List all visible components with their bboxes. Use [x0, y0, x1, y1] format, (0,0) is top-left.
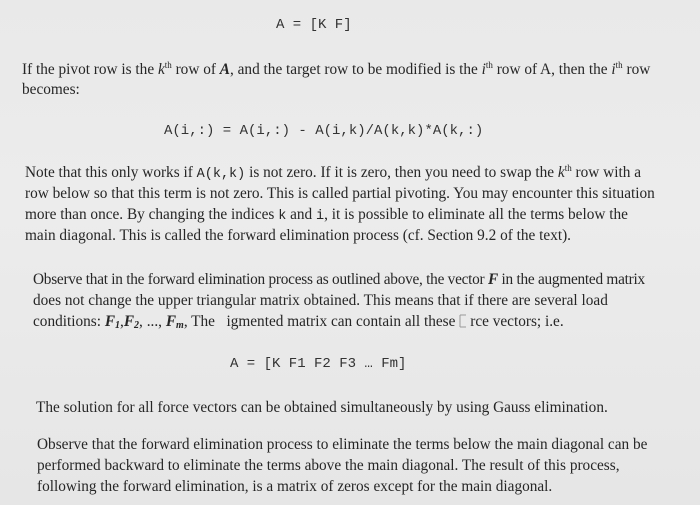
- text: row of: [171, 61, 220, 78]
- text: k: [157, 61, 165, 78]
- text: k: [278, 209, 287, 224]
- text: 1: [115, 320, 121, 331]
- paragraph-backward-line-2: performed backward to eliminate the terms above the main diagonal. The result of this process,: [37, 457, 620, 474]
- text: igmented matrix can contain all these: [226, 313, 460, 330]
- text-cursor-icon: [459, 314, 470, 328]
- text: row with a: [571, 164, 641, 181]
- text: , ...,: [139, 313, 166, 330]
- text: in the augmented matrix: [497, 271, 645, 288]
- paragraph-backward-line-1: Observe that the forward elimination process to eliminate the terms below the main diagonal can be: [37, 436, 648, 453]
- text: i: [316, 209, 325, 224]
- equation-augmented-matrix: A = [K F]: [276, 17, 352, 33]
- text: th: [164, 60, 172, 70]
- text: k: [557, 164, 565, 181]
- text: m: [176, 320, 184, 331]
- text: If the pivot row is the: [22, 61, 158, 78]
- text: F: [123, 313, 135, 330]
- text: th: [615, 60, 623, 70]
- text: is not zero. If it is zero, then you need to swap the: [245, 164, 558, 181]
- text: i: [481, 61, 486, 78]
- equation-multiple-load-vectors: A = [K F1 F2 F3 … Fm]: [230, 356, 407, 372]
- text: conditions:: [33, 313, 105, 330]
- paragraph-observe-line-1: [33, 270, 645, 290]
- text: row: [622, 61, 651, 78]
- text: row of A, then the: [492, 61, 612, 78]
- text: i: [611, 61, 616, 78]
- text: F: [165, 313, 177, 330]
- paragraph-note-line-4: main diagonal. This is called the forward elimination process (cf. Section 9.2 of the text).: [25, 227, 572, 244]
- paragraph-observe-line-3: conditions: $F_1,F_2$, ..., $F_m$, The igmented matrix can contain all these rce vectors; i.e.: [33, 313, 564, 331]
- paragraph-backward-line-3: following the forward elimination, is a matrix of zeros except for the main diagonal.: [37, 478, 553, 495]
- paragraph-note-line-1: [25, 163, 641, 185]
- paragraph-pivot-line-1: [22, 60, 650, 80]
- text: F: [104, 313, 116, 330]
- text: 2: [134, 320, 140, 331]
- text: th: [485, 60, 493, 70]
- text: th: [564, 163, 572, 173]
- paragraph-observe-line-2: does not change the upper triangular matrix obtained. This means that if there are several load: [33, 292, 608, 309]
- text: Observe that in the forward elimination process as outlined above, the vector: [33, 271, 488, 288]
- text: A: [219, 61, 230, 78]
- text: and: [286, 206, 317, 223]
- text: , The: [183, 313, 219, 330]
- paragraph-note-line-2: row below so that this term is not zero. This is called partial pivoting. You may encounter this situation: [25, 185, 655, 202]
- text: , it is possible to eliminate all the terms below the: [324, 206, 628, 223]
- text: more than once. By changing the indices: [25, 206, 279, 223]
- equation-row-update: A(i,:) = A(i,:) - A(i,k)/A(k,k)*A(k,:): [164, 123, 484, 139]
- text: rce vectors; i.e.: [470, 313, 564, 330]
- text: Note that this only works if: [25, 164, 197, 181]
- text: , and the target row to be modified is the: [229, 61, 482, 78]
- text: F: [487, 271, 498, 288]
- paragraph-solution: The solution for all force vectors can be obtained simultaneously by using Gauss elimination.: [36, 399, 608, 416]
- text: A(k,k): [196, 167, 246, 182]
- paragraph-pivot-line-2: becomes:: [22, 81, 80, 98]
- paragraph-note-line-3: [25, 205, 628, 227]
